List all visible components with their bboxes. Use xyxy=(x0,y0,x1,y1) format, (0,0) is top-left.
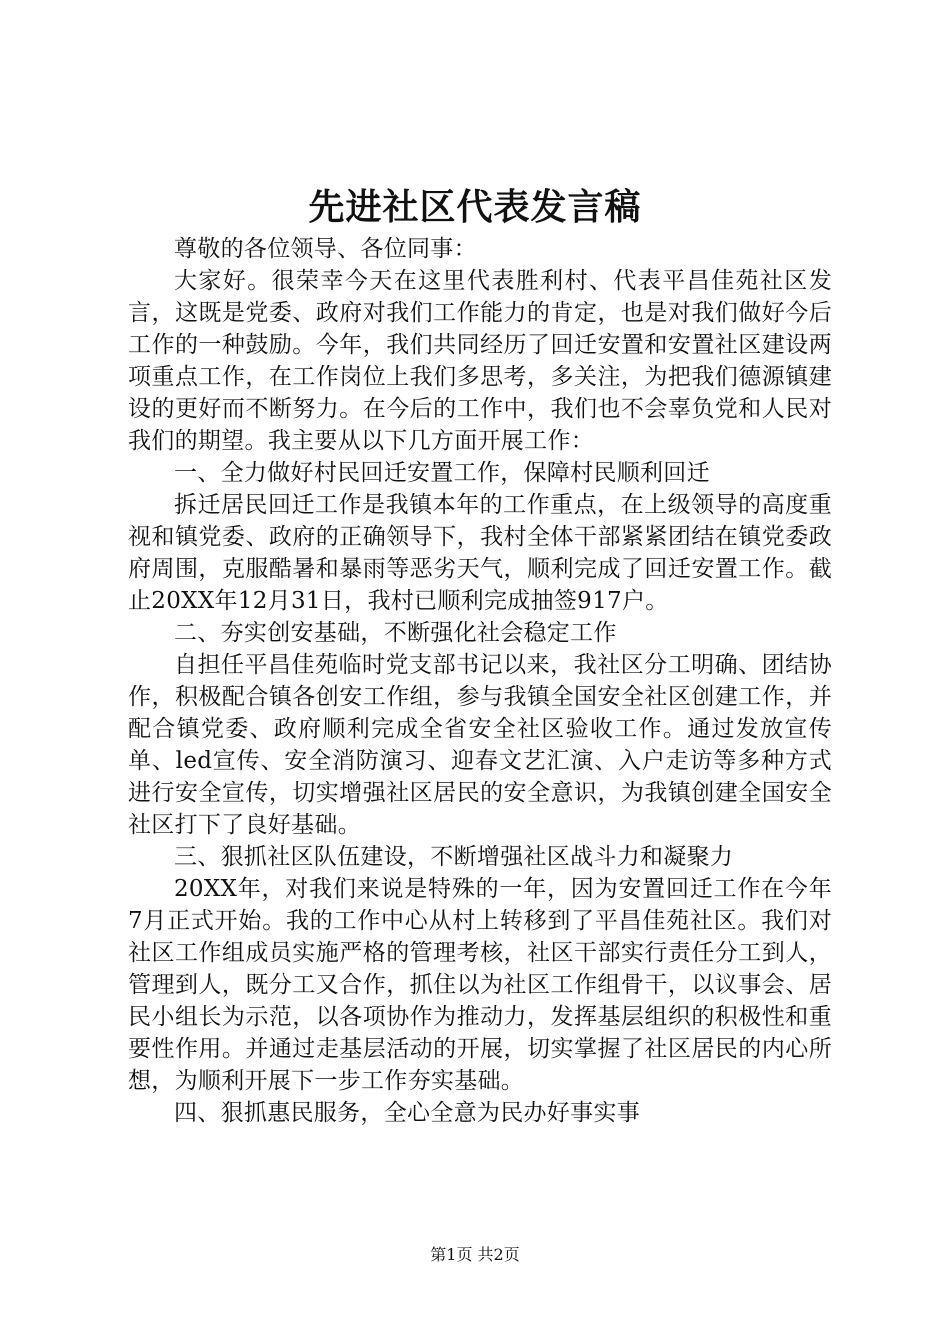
document-body xyxy=(128,233,832,1129)
section-heading-2: 二、夯实创安基础，不断强化社会稳定工作 xyxy=(174,620,617,646)
document-title: 先进社区代表发言稿 xyxy=(308,186,642,228)
paragraph-intro: 大家好。很荣幸今天在这里代表胜利村、代表平昌佳苑社区发言，这既是党委、政府对我们工作能力的肯定，也是对我们做好今后工作的一种鼓励。今年，我们共同经历了回迁安置和安置社区建设两项重点工作，在工作岗位上我们多思考，多关注，为把我们德源镇建设的更好而不断努力。在今后的工作中，我们也不会辜负党和人民对我们的期望。我主要从以下几方面开展工作： xyxy=(128,268,832,454)
paragraph-salutation: 尊敬的各位领导、各位同事： xyxy=(174,236,477,262)
section-heading-3: 三、狠抓社区队伍建设，不断增强社区战斗力和凝聚力 xyxy=(174,844,734,870)
paragraph-section-1: 拆迁居民回迁工作是我镇本年的工作重点，在上级领导的高度重视和镇党委、政府的正确领导下，我村全体干部紧紧团结在镇党委政府周围，克服酷暑和暴雨等恶劣天气，顺利完成了回迁安置工作。截止20XX年12月31日，我村已顺利完成抽签917户。 xyxy=(128,492,832,614)
paragraph-section-3: 20XX年，对我们来说是特殊的一年，因为安置回迁工作在今年7月正式开始。我的工作中心从村上转移到了平昌佳苑社区。我们对社区工作组成员实施严格的管理考核，社区干部实行责任分工到人，管理到人，既分工又合作，抓住以为社区工作组骨干，以议事会、居民小组长为示范，以各项协作为推动力，发挥基层组织的积极性和重要性作用。并通过走基层活动的开展，切实掌握了社区居民的内心所想，为顺利开展下一步工作夯实基础。 xyxy=(128,876,832,1094)
paragraph-section-2: 自担任平昌佳苑临时党支部书记以来，我社区分工明确、团结协作，积极配合镇各创安工作组，参与我镇全国安全社区创建工作，并配合镇党委、政府顺利完成全省安全社区验收工作。通过发放宣传单、led宣传、安全消防演习、迎春文艺汇演、入户走访等多种方式进行安全宣传，切实增强社区居民的安全意识，为我镇创建全国安全社区打下了良好基础。 xyxy=(128,652,832,838)
section-heading-4: 四、狠抓惠民服务，全心全意为民办好事实事 xyxy=(174,1100,640,1126)
page-footer: 第1页 共2页 xyxy=(430,1245,520,1264)
section-heading-1: 一、全力做好村民回迁安置工作，保障村民顺利回迁 xyxy=(174,460,710,486)
